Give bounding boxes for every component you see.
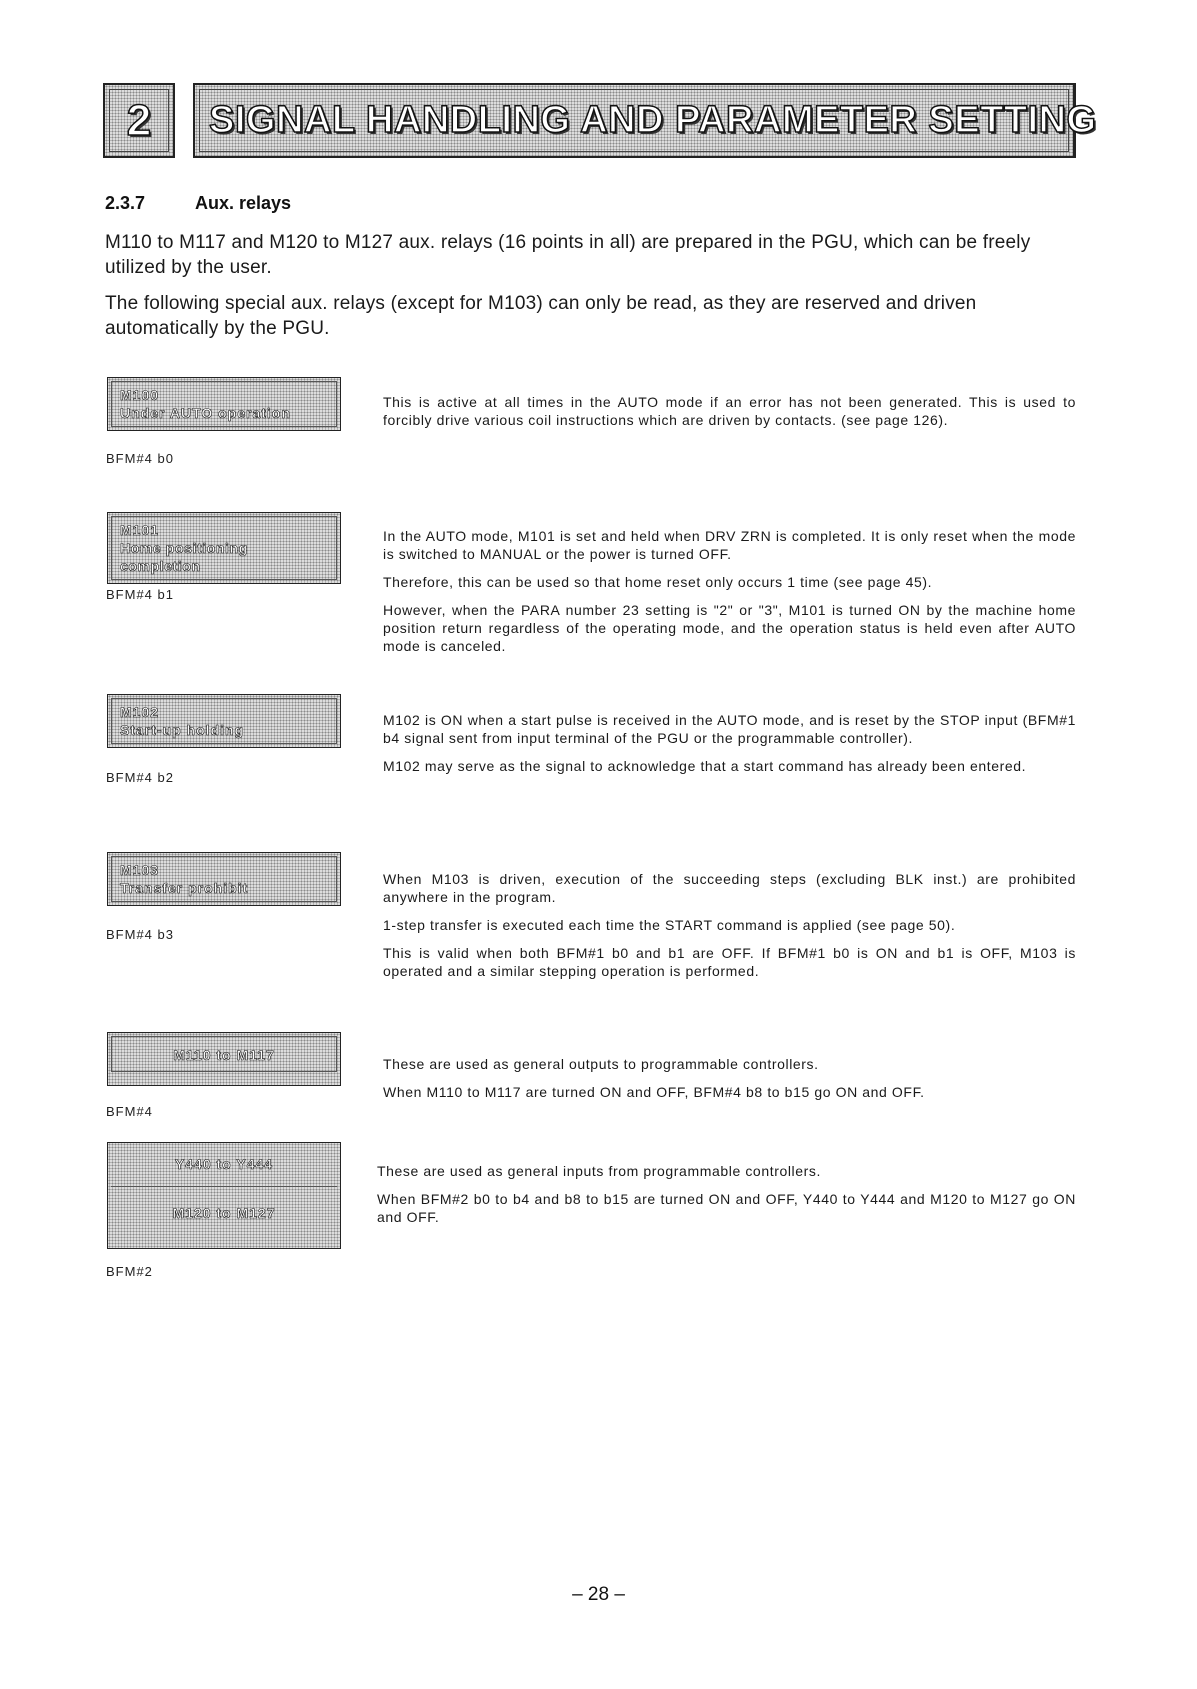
chapter-title-box [193, 83, 1097, 158]
section-number: 2.3.7 [105, 193, 146, 213]
section-heading [105, 193, 291, 214]
relay-bfm-m103: BFM#4 b3 [106, 927, 174, 942]
relay-bfm-y440-m120: BFM#2 [106, 1264, 153, 1279]
relay-description-m103 [383, 870, 1076, 990]
relay-name: Under AUTO operation [120, 405, 291, 421]
relay-label [111, 516, 337, 580]
intro-paragraph-1: M110 to M117 and M120 to M127 aux. relays (16 points in all) are prepared in the PGU, which can be freely utilized by the user. [105, 232, 1031, 278]
description-paragraph: This is active at all times in the AUTO mode if an error has not been generated. This is used to forcibly drive various coil instructions which are driven by contacts. (see page 126). [383, 394, 1076, 428]
description-paragraph: Therefore, this can be used so that home reset only occurs 1 time (see page 45). [383, 574, 933, 590]
relay-description-m110-m117 [383, 1055, 1076, 1111]
description-paragraph: When M103 is driven, execution of the succeeding steps (excluding BLK inst.) are prohibited anywhere in the program. [383, 871, 1076, 905]
relay-name: Home positioning completion [120, 540, 248, 574]
description-paragraph: These are used as general outputs to programmable controllers. [383, 1056, 819, 1072]
description-paragraph: This is valid when both BFM#1 b0 and b1 are OFF. If BFM#1 b0 is ON and b1 is OFF, M103 is operated and a similar stepping operation is performed. [383, 945, 1076, 979]
relay-bfm-m101: BFM#4 b1 [106, 587, 174, 602]
description-paragraph: 1-step transfer is executed each time the START command is applied (see page 50). [383, 917, 956, 933]
relay-box-m110-m117 [107, 1032, 341, 1086]
relay-bfm-m100: BFM#4 b0 [106, 451, 174, 466]
relay-name: Start-up holding [120, 722, 245, 738]
relay-box-y440-m120 [107, 1142, 341, 1249]
description-paragraph: When BFM#2 b0 to b4 and b8 to b15 are turned ON and OFF, Y440 to Y444 and M120 to M127 go ON and OFF. [377, 1191, 1076, 1225]
description-paragraph: In the AUTO mode, M101 is set and held when DRV ZRN is completed. It is only reset when the mode is switched to MANUAL or the power is turned OFF. [383, 528, 1076, 562]
relay-description-m102 [383, 711, 1076, 785]
relay-label [111, 698, 337, 744]
chapter-number-box [103, 83, 175, 158]
description-paragraph: When M110 to M117 are turned ON and OFF, BFM#4 b8 to b15 go ON and OFF. [383, 1084, 925, 1100]
relay-code-2: M120 to M127 [172, 1205, 276, 1221]
relay-label [111, 381, 337, 427]
relay-box-m102 [107, 694, 341, 748]
description-paragraph: These are used as general inputs from programmable controllers. [377, 1163, 821, 1179]
relay-bfm-m110-m117: BFM#4 [106, 1104, 153, 1119]
relay-code: M100 [120, 387, 160, 403]
relay-code: M102 [120, 704, 160, 720]
relay-label [111, 856, 337, 902]
section-title: Aux. relays [195, 193, 292, 213]
relay-code: Y440 to Y444 [174, 1156, 274, 1172]
chapter-number: 2 [126, 95, 152, 145]
description-paragraph: M102 is ON when a start pulse is received in the AUTO mode, and is reset by the STOP input (BFM#1 b4 signal sent from input terminal of the PGU or the programmable controller). [383, 712, 1076, 746]
relay-code: M110 to M117 [173, 1047, 275, 1063]
relay-description-m101 [383, 527, 1076, 665]
description-paragraph: However, when the PARA number 23 setting is "2" or "3", M101 is turned ON by the machine home position return regardless of the operating mode, and the operation status is held even after AUTO mode is canceled. [383, 602, 1076, 654]
relay-box-m103 [107, 852, 341, 906]
relay-label-bottom [111, 1190, 337, 1240]
relay-code: M103 [120, 862, 160, 878]
relay-code: M101 [120, 522, 160, 538]
relay-description-y440-m120 [377, 1162, 1076, 1236]
intro-paragraph-2: The following special aux. relays (except for M103) can only be read, as they are reserved and driven automatically by the PGU. [105, 293, 977, 339]
description-paragraph: M102 may serve as the signal to acknowledge that a start command has already been entered. [383, 758, 1027, 774]
relay-label-top [111, 1143, 337, 1187]
relay-name: Transfer prohibit [120, 880, 249, 896]
relay-description-m100 [383, 393, 1076, 439]
page-number: – 28 – [572, 1584, 625, 1605]
relay-label [111, 1036, 337, 1072]
relay-box-m101 [107, 512, 341, 584]
chapter-title: SIGNAL HANDLING AND PARAMETER SETTING [209, 99, 1097, 141]
relay-box-m100 [107, 377, 341, 431]
relay-bfm-m102: BFM#4 b2 [106, 770, 174, 785]
